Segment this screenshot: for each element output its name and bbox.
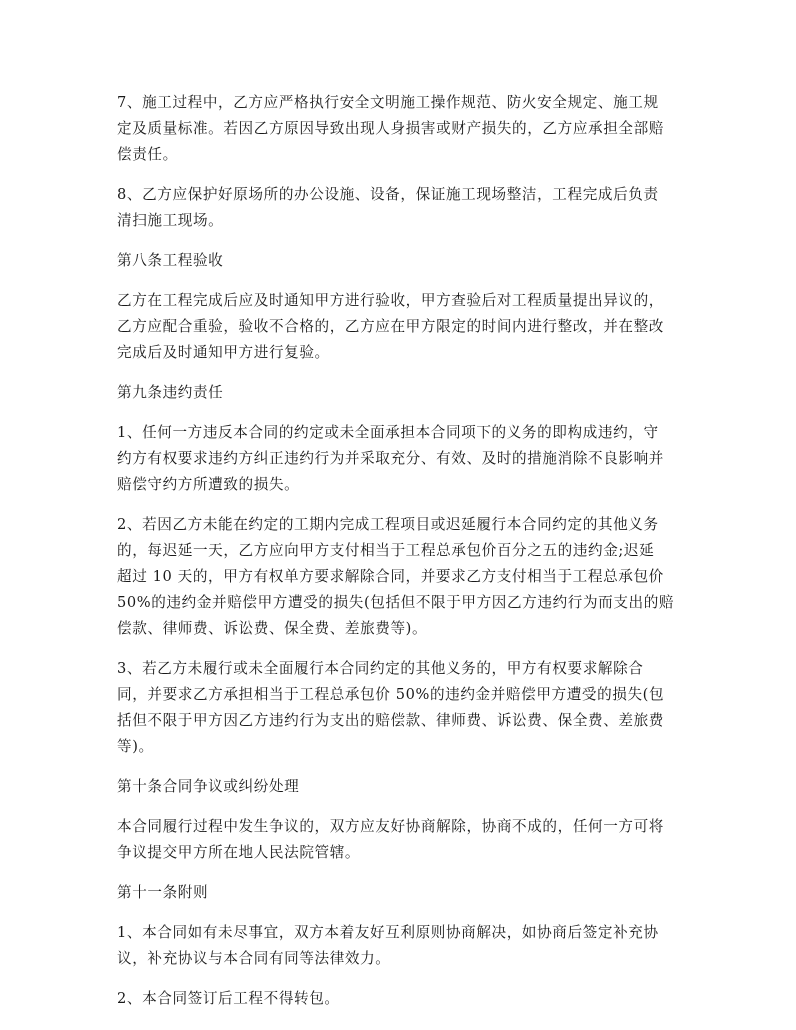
text-line: 1、任何一方违反本合同的约定或未全面承担本合同项下的义务的即构成违约，守 <box>117 424 659 441</box>
text-line: 本合同履行过程中发生争议的，双方应友好协商解除，协商不成的，任何一方可将 <box>117 818 664 835</box>
liability-clause-1 <box>117 420 687 498</box>
article-11-heading <box>117 880 687 906</box>
supplementary-clause-2 <box>117 986 687 1012</box>
text-line: 1、本合同如有未尽事宜，双方本着友好互利原则协商解决，如协商后签定补充协 <box>117 924 659 941</box>
text-line: 括但不限于甲方因乙方违约行为支出的赔偿款、律师费、诉讼费、保全费、差旅费 <box>117 712 664 729</box>
text-line: 赔偿守约方所遭致的损失。 <box>117 476 300 493</box>
text-line: 8、乙方应保护好原场所的办公设施、设备，保证施工现场整洁，工程完成后负责 <box>117 186 659 203</box>
clause-8-paragraph <box>117 182 687 234</box>
text-line: 2、本合同签订后工程不得转包。 <box>117 990 340 1007</box>
text-line: 定及质量标准。若因乙方原因导致出现人身损害或财产损失的，乙方应承担全部赔 <box>117 120 664 137</box>
text-line: 清扫施工现场。 <box>117 212 224 229</box>
text-line: 偿款、律师费、诉讼费、保全费、差旅费等)。 <box>117 620 428 637</box>
text-line: 2、若因乙方未能在约定的工期内完成工程项目或迟延履行本合同约定的其他义务 <box>117 516 659 533</box>
text-line: 同，并要求乙方承担相当于工程总承包价 50%的违约金并赔偿甲方遭受的损失(包 <box>117 686 665 703</box>
dispute-paragraph <box>117 814 687 866</box>
article-10-heading <box>117 774 687 800</box>
text-line: 约方有权要求违约方纠正违约行为并采取充分、有效、及时的措施消除不良影响并 <box>117 450 664 467</box>
heading-text: 第八条工程验收 <box>117 252 224 269</box>
liability-clause-2 <box>117 512 687 642</box>
text-line: 3、若乙方未履行或未全面履行本合同约定的其他义务的，甲方有权要求解除合 <box>117 660 644 677</box>
text-line: 争议提交甲方所在地人民法院管辖。 <box>117 844 361 861</box>
article-8-heading <box>117 248 687 274</box>
text-line: 乙方在工程完成后应及时通知甲方进行验收，甲方查验后对工程质量提出异议的， <box>117 292 664 309</box>
clause-7-paragraph <box>117 90 687 168</box>
liability-clause-3 <box>117 656 687 760</box>
document-page <box>117 90 687 1026</box>
acceptance-paragraph <box>117 288 687 366</box>
text-line: 7、施工过程中，乙方应严格执行安全文明施工操作规范、防火安全规定、施工规 <box>117 94 659 111</box>
text-line: 议，补充协议与本合同有同等法律效力。 <box>117 950 391 967</box>
heading-text: 第十一条附则 <box>117 884 209 901</box>
text-line: 的，每迟延一天，乙方应向甲方支付相当于工程总承包价百分之五的违约金;迟延 <box>117 542 655 559</box>
article-9-heading <box>117 380 687 406</box>
heading-text: 第九条违约责任 <box>117 384 224 401</box>
text-line: 完成后及时通知甲方进行复验。 <box>117 344 330 361</box>
heading-text: 第十条合同争议或纠纷处理 <box>117 778 300 795</box>
text-line: 偿责任。 <box>117 146 178 163</box>
text-line: 等)。 <box>117 738 154 755</box>
supplementary-clause-1 <box>117 920 687 972</box>
text-line: 乙方应配合重验，验收不合格的，乙方应在甲方限定的时间内进行整改，并在整改 <box>117 318 664 335</box>
text-line: 超过 10 天的，甲方有权单方要求解除合同，并要求乙方支付相当于工程总承包价 <box>117 568 664 585</box>
text-line: 50%的违约金并赔偿甲方遭受的损失(包括但不限于甲方因乙方违约行为而支出的赔 <box>117 594 675 611</box>
